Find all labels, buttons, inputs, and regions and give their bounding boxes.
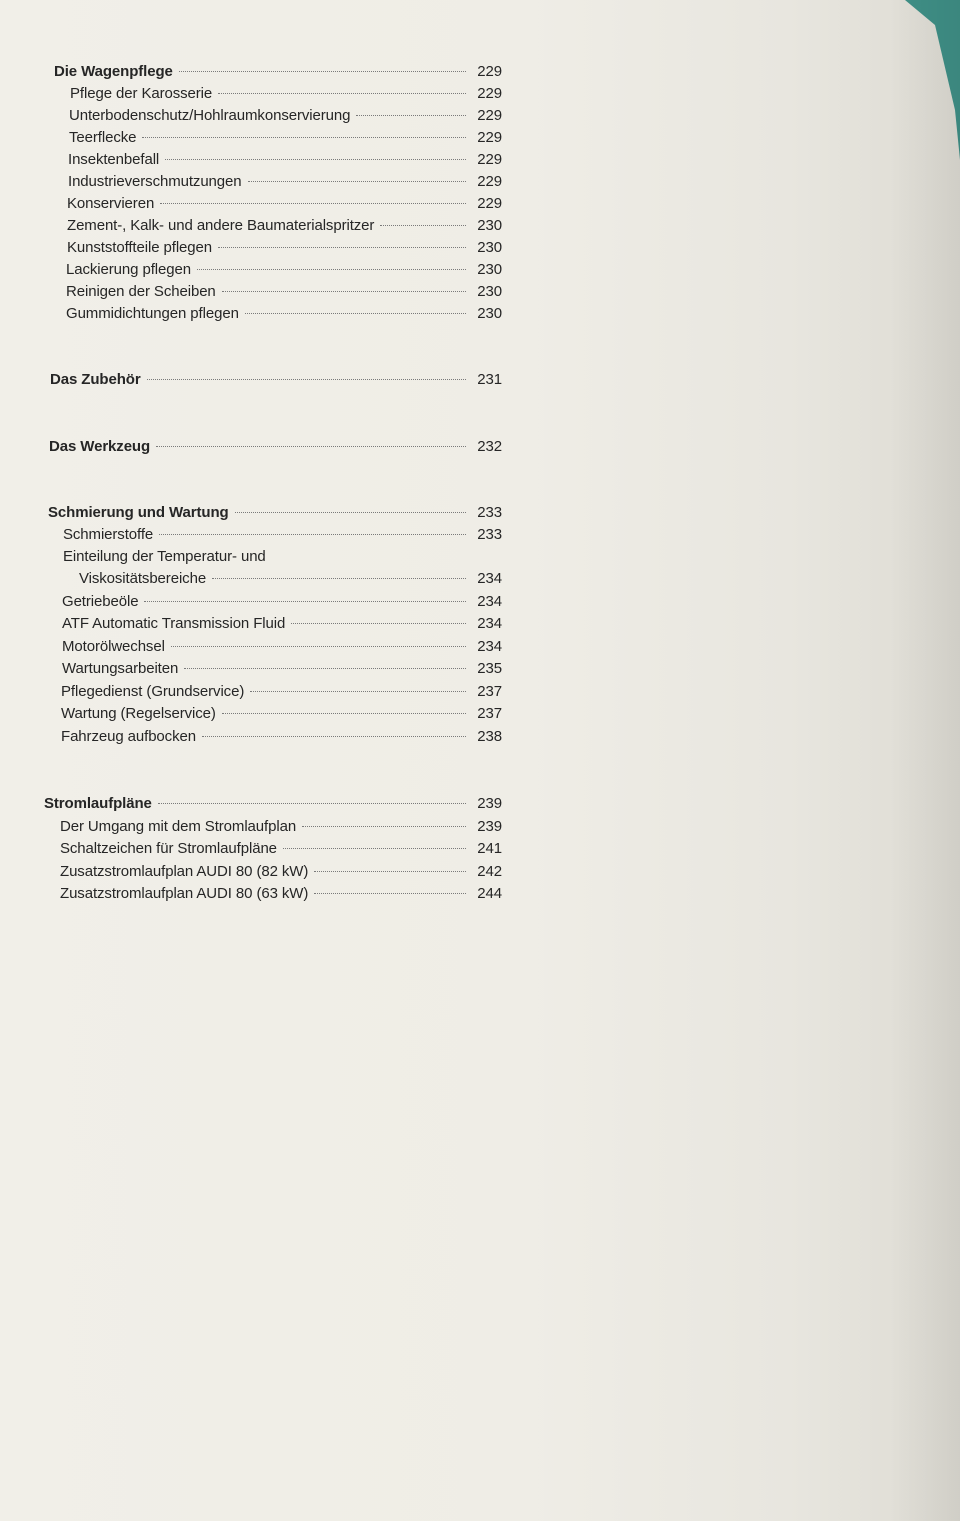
- toc-page-number: 232: [477, 438, 502, 455]
- toc-item: [61, 727, 502, 747]
- dot-leader: [380, 225, 466, 226]
- toc-item: [66, 304, 502, 324]
- toc-item-label: Schmierstoffe: [63, 526, 154, 543]
- toc-item: [60, 839, 502, 859]
- toc-page-number: 230: [477, 239, 502, 256]
- dot-leader: [142, 137, 466, 138]
- dot-leader: [144, 601, 466, 602]
- toc-item: [63, 547, 502, 567]
- toc-section-title: Schmierung und Wartung: [48, 504, 229, 521]
- toc-section-stromlaufplaene: [44, 794, 502, 814]
- toc-item-label: Getriebeöle: [62, 593, 139, 610]
- toc-item-label: Wartung (Regelservice): [61, 705, 216, 722]
- toc-item: [62, 637, 502, 657]
- toc-page-number: 229: [477, 195, 502, 212]
- dot-leader: [160, 203, 466, 204]
- toc-item-label: Konservieren: [67, 195, 155, 212]
- toc-item-label: Pflege der Karosserie: [70, 85, 213, 102]
- toc-page-number: 230: [477, 283, 502, 300]
- dot-leader: [314, 871, 466, 872]
- dot-leader: [222, 291, 466, 292]
- toc-item: [68, 150, 502, 170]
- toc-page-number: 237: [477, 683, 502, 700]
- toc-page-number: 229: [477, 107, 502, 124]
- toc-item: [62, 659, 502, 679]
- toc-item: [62, 614, 502, 634]
- toc-page-number: 229: [477, 173, 502, 190]
- dot-leader: [302, 826, 466, 827]
- toc-page-number: 242: [477, 863, 502, 880]
- toc-page-number: 239: [477, 795, 502, 812]
- dot-leader: [179, 71, 466, 72]
- toc-page-number: 234: [477, 615, 502, 632]
- toc-section-wagenpflege: [54, 62, 502, 82]
- toc-page-number: 230: [477, 305, 502, 322]
- toc-section-zubehoer: [50, 370, 502, 390]
- toc-item-label: Lackierung pflegen: [66, 261, 191, 278]
- dot-leader: [218, 247, 466, 248]
- toc-section-werkzeug: [49, 437, 502, 457]
- toc-page-number: 229: [477, 129, 502, 146]
- toc-item-label: Motorölwechsel: [62, 638, 165, 655]
- toc-page-number: 238: [477, 728, 502, 745]
- toc-item-label: ATF Automatic Transmission Fluid: [62, 615, 286, 632]
- dot-leader: [159, 534, 466, 535]
- toc-page-number: 237: [477, 705, 502, 722]
- toc-item: [66, 282, 502, 302]
- toc-item: [67, 216, 502, 236]
- dot-leader: [156, 446, 466, 447]
- toc-page-number: 234: [477, 570, 502, 587]
- toc-page-number: 234: [477, 638, 502, 655]
- toc-item: [60, 862, 502, 882]
- toc-item-label: Viskositätsbereiche: [79, 570, 207, 587]
- toc-item-label: Teerflecke: [69, 129, 137, 146]
- toc-item-label: Zusatzstromlaufplan AUDI 80 (82 kW): [60, 863, 309, 880]
- toc-page-number: 231: [477, 371, 502, 388]
- toc-section-title: Das Zubehör: [50, 371, 141, 388]
- dot-leader: [235, 512, 466, 513]
- toc-item: [60, 817, 502, 837]
- toc-item: [79, 569, 502, 589]
- dot-leader: [222, 713, 466, 714]
- toc-section-title: Stromlaufpläne: [44, 795, 152, 812]
- toc-page-number: 234: [477, 593, 502, 610]
- toc-page-number: 233: [477, 526, 502, 543]
- toc-item-label: Einteilung der Temperatur- und: [63, 548, 266, 565]
- toc-item-label: Schaltzeichen für Stromlaufpläne: [60, 840, 277, 857]
- toc-item-label: Insektenbefall: [68, 151, 160, 168]
- toc-item: [67, 194, 502, 214]
- toc-item-label: Kunststoffteile pflegen: [67, 239, 213, 256]
- toc-item: [70, 84, 502, 104]
- dot-leader: [314, 893, 466, 894]
- toc-item: [63, 525, 502, 545]
- toc-item: [68, 172, 502, 192]
- toc-page-number: 229: [477, 151, 502, 168]
- toc-section-schmierung: [48, 503, 502, 523]
- toc-item-label: Fahrzeug aufbocken: [61, 728, 196, 745]
- dot-leader: [218, 93, 466, 94]
- dot-leader: [212, 578, 466, 579]
- dot-leader: [356, 115, 466, 116]
- dot-leader: [165, 159, 466, 160]
- toc-item: [62, 592, 502, 612]
- toc-item: [67, 238, 502, 258]
- toc-item: [69, 106, 502, 126]
- dot-leader: [184, 668, 466, 669]
- dot-leader: [248, 181, 466, 182]
- dot-leader: [158, 803, 466, 804]
- toc-item-label: Der Umgang mit dem Stromlaufplan: [60, 818, 297, 835]
- toc-item-label: Zement-, Kalk- und andere Baumaterialspritzer: [67, 217, 375, 234]
- toc-page-number: 229: [477, 63, 502, 80]
- toc-item-label: Gummidichtungen pflegen: [66, 305, 239, 322]
- dot-leader: [197, 269, 466, 270]
- dot-leader: [291, 623, 466, 624]
- toc-section-title: Das Werkzeug: [49, 438, 151, 455]
- dot-leader: [147, 379, 466, 380]
- toc-item: [61, 682, 502, 702]
- toc-item: [69, 128, 502, 148]
- toc-page-number: 229: [477, 85, 502, 102]
- dot-leader: [250, 691, 466, 692]
- toc-page-number: 244: [477, 885, 502, 902]
- toc-item-label: Pflegedienst (Grundservice): [61, 683, 245, 700]
- dot-leader: [171, 646, 466, 647]
- toc-page-number: 230: [477, 217, 502, 234]
- toc-page-number: 233: [477, 504, 502, 521]
- toc-item: [60, 884, 502, 904]
- toc-page-number: 239: [477, 818, 502, 835]
- toc-item-label: Reinigen der Scheiben: [66, 283, 216, 300]
- dot-leader: [245, 313, 466, 314]
- toc-item: [61, 704, 502, 724]
- toc-section-title: Die Wagenpflege: [54, 63, 173, 80]
- toc-item: [66, 260, 502, 280]
- toc-page-number: 241: [477, 840, 502, 857]
- toc-page-number: 235: [477, 660, 502, 677]
- toc-page-number: 230: [477, 261, 502, 278]
- toc-item-label: Wartungsarbeiten: [62, 660, 179, 677]
- dot-leader: [283, 848, 466, 849]
- toc-item-label: Industrieverschmutzungen: [68, 173, 242, 190]
- toc-item-label: Unterbodenschutz/Hohlraumkonservierung: [69, 107, 351, 124]
- toc-item-label: Zusatzstromlaufplan AUDI 80 (63 kW): [60, 885, 309, 902]
- dot-leader: [202, 736, 466, 737]
